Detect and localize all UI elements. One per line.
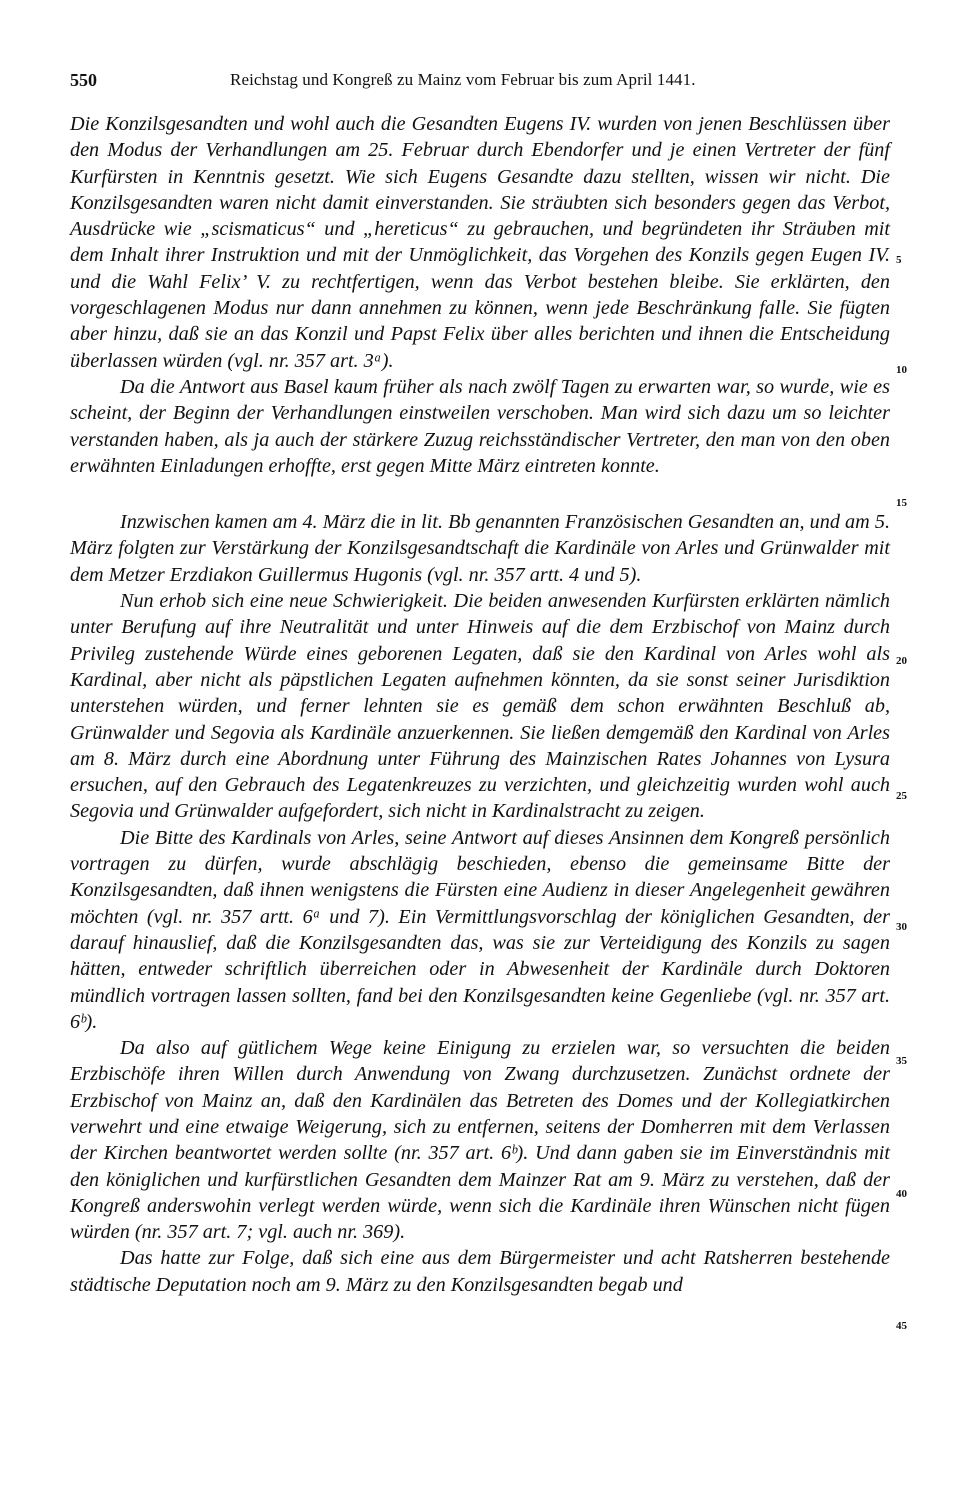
running-head: Reichstag und Kongreß zu Mainz vom Februar bis zum April 1441.	[230, 70, 696, 89]
line-number: 20	[896, 655, 907, 667]
line-number: 25	[896, 790, 907, 802]
paragraph: Da also auf gütlichem Wege keine Einigung zu erzielen war, so versuchten die beiden Erzbischöfe ihren Willen durch Anwendung von Zwang durchzusetzen. Zunächst ordnete der Erzbischof von Mainz an, daß den Kardinälen das Betreten des Domes und der Kollegiatkirchen verwehrt und eine etwaige Weigerung, sich zu entfernen, seitens der Domherren mit dem Verlassen der Kirchen beantwortet werden sollte (nr. 357 art. 6ᵇ). Und dann gaben sie im Einverständnis mit den königlichen und kurfürstlichen Gesandten dem Mainzer Rat am 9. März zu verstehen, daß der Kongreß anderswohin verlegt werden würde, wenn sich die Kardinäle ihren Wünschen nicht fügen würden (nr. 357 art. 7; vgl. auch nr. 369).	[70, 1037, 890, 1244]
paragraph: Das hatte zur Folge, daß sich eine aus dem Bürgermeister und acht Ratsherren bestehende städtische Deputation noch am 9. März zu den Konzilsgesandten begab und	[70, 1247, 890, 1296]
page-header	[70, 70, 890, 96]
section-gap	[70, 479, 890, 509]
body-text	[70, 111, 890, 1298]
paragraph: Die Bitte des Kardinals von Arles, seine Antwort auf dieses Ansinnen dem Kongreß persönlich vortragen zu dürfen, wurde abschlägig beschieden, ebenso die gemeinsame Bitte der Konzilsgesandten, daß ihnen wenigstens die Fürsten eine Audienz in dieser Angelegenheit gewähren möchten (vgl. nr. 357 artt. 6ᵃ und 7). Ein Vermittlungsvorschlag der königlichen Gesandten, der darauf hinauslief, daß die Konzilsgesandten das, was sie zur Verteidigung des Konzils zu sagen hätten, entweder schriftlich überreichen oder in Abwesenheit der Kardinäle durch Doktoren mündlich vortragen lassen sollten, fand bei den Konzilsgesandten keine Gegenliebe (vgl. nr. 357 art. 6ᵇ).	[70, 826, 890, 1033]
paragraph: Da die Antwort aus Basel kaum früher als nach zwölf Tagen zu erwarten war, so wurde, wie es scheint, der Beginn der Verhandlungen einstweilen verschoben. Man wird sich dazu um so leichter verstanden haben, als ja auch der stärkere Zuzug reichsständischer Vertreter, den man von den oben erwähnten Einladungen erhoffte, erst gegen Mitte März eintreten konnte.	[70, 375, 890, 477]
line-number: 5	[896, 254, 902, 266]
line-number: 45	[896, 1320, 907, 1332]
line-number: 15	[896, 497, 907, 509]
line-number: 30	[896, 921, 907, 933]
line-number: 35	[896, 1055, 907, 1067]
paragraph: Die Konzilsgesandten und wohl auch die Gesandten Eugens IV. wurden von jenen Beschlüssen über den Modus der Verhandlungen am 25. Februar durch Ebendorfer und je einen Vertreter der fünf Kurfürsten in Kenntnis gesetzt. Wie sich Eugens Gesandte dazu stellten, wissen wir nicht. Die Konzilsgesandten waren nicht damit einverstanden. Sie sträubten sich besonders gegen das Verbot, Ausdrücke wie „scismaticus“ und „hereticus“ zu gebrauchen, und begründeten ihr Sträuben mit dem Inhalt ihrer Instruktion und mit der Unmöglichkeit, das Vorgehen des Konzils gegen Eugen IV. und die Wahl Felix’ V. zu rechtfertigen, wenn das Verbot bestehen bleibe. Sie erklärten, den vorgeschlagenen Modus nur dann annehmen zu können, wenn jede Beschränkung falle. Sie fügten aber hinzu, daß sie an das Konzil und Papst Felix über alles berichten und ihnen die Entscheidung überlassen würden (vgl. nr. 357 art. 3ᵃ).	[70, 113, 890, 372]
line-number: 40	[896, 1188, 907, 1200]
page-number: 550	[70, 70, 97, 90]
paragraph: Nun erhob sich eine neue Schwierigkeit. Die beiden anwesenden Kurfürsten erklärten nämlich unter Berufung auf ihre Neutralität und unter Hinweis auf die dem Erzbischof von Mainz durch Privileg zustehende Würde eines geborenen Legaten, daß sie den Kardinal von Arles wohl als Kardinal, aber nicht als päpstlichen Legaten aufnehmen könnten, da sie sonst seiner Jurisdiktion unterstehen würden, und ferner lehnten sie es gemäß dem schon erwähnten Beschluß ab, Grünwalder und Segovia als Kardinäle anzuerkennen. Sie ließen demgemäß den Kardinal von Arles am 8. März durch eine Abordnung unter Führung des Mainzischen Rates Johannes von Lysura ersuchen, auf den Gebrauch des Legatenkreuzes zu verzichten, und gleichzeitig wurden wohl auch Segovia und Grünwalder aufgefordert, sich nicht in Kardinalstracht zu zeigen.	[70, 590, 890, 823]
line-number: 10	[896, 364, 907, 376]
paragraph: Inzwischen kamen am 4. März die in lit. Bb genannten Französischen Gesandten an, und am 5. März folgten zur Verstärkung der Konzilsgesandtschaft die Kardinäle von Arles und Grünwalder mit dem Metzer Erzdiakon Guillermus Hugonis (vgl. nr. 357 artt. 4 und 5).	[70, 511, 890, 586]
